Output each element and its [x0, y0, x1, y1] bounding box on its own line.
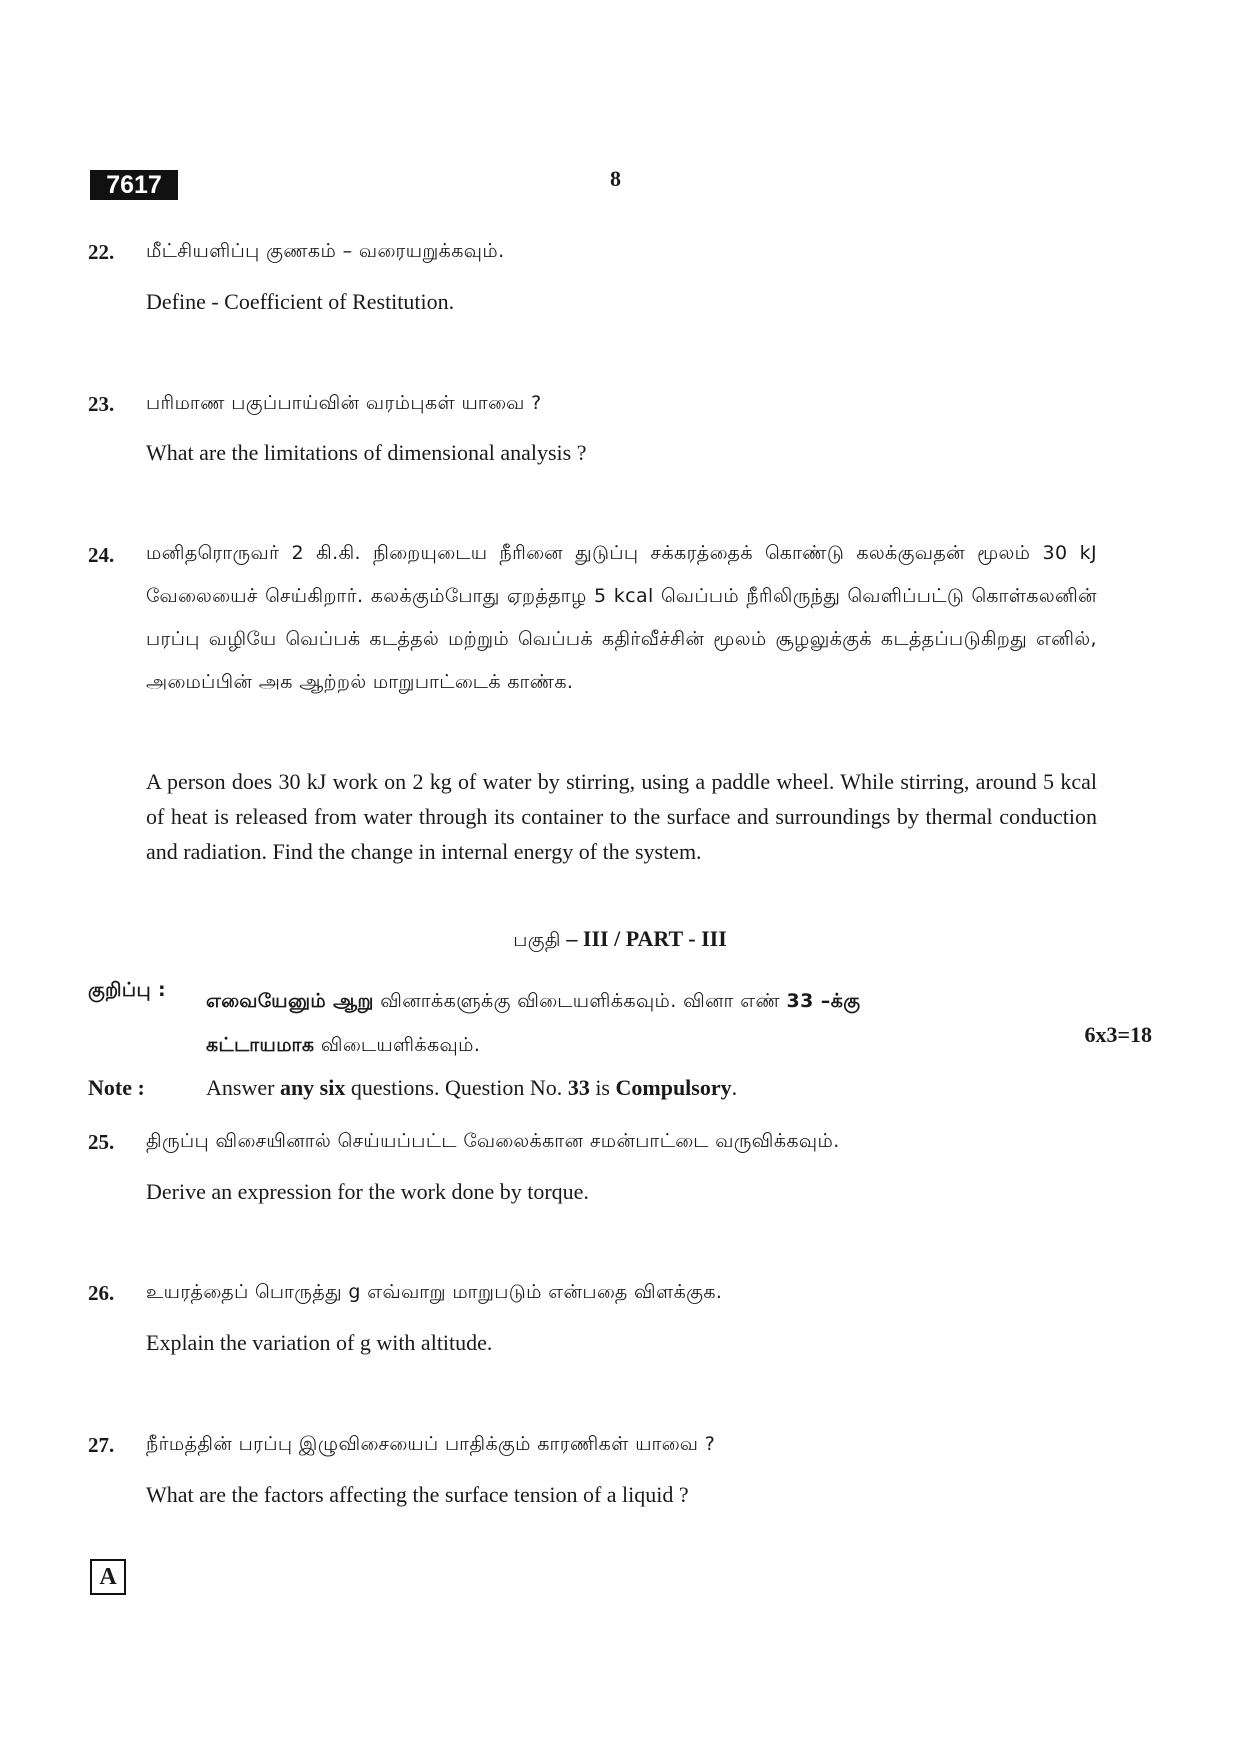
note-emphasis: 33 –க்கு: [786, 990, 861, 1012]
version-box: A: [90, 1559, 126, 1595]
question-text-tamil: திருப்பு விசையினால் செய்யப்பட்ட வேலைக்கான சமன்பாட்டை வருவிக்கவும்.: [146, 1130, 840, 1152]
question-number: 27.: [88, 1433, 115, 1457]
note-text: Answer: [206, 1075, 280, 1100]
note-emphasis: 33: [567, 1075, 590, 1100]
question-text-english: A person does 30 kJ work on 2 kg of water by stirring, using a paddle wheel. While stirring, around 5 kcal of heat is released from water through its container to the surface and surroundings by thermal conduction and radiation. Find the change in internal energy of the system.: [146, 769, 1097, 864]
question-number: 25.: [88, 1130, 115, 1154]
question-text-english: Define - Coefficient of Restitution.: [146, 289, 455, 314]
question-text-tamil: பரிமாண பகுப்பாய்வின் வரம்புகள் யாவை ?: [146, 392, 542, 414]
page-number: 8: [610, 166, 621, 191]
note-text-tamil: [206, 979, 1096, 1067]
marks-allocation: 6x3=18: [1084, 1022, 1152, 1047]
note-text: is: [589, 1075, 616, 1100]
question-text-english: What are the factors affecting the surface tension of a liquid ?: [146, 1482, 689, 1507]
note-label-tamil: குறிப்பு :: [88, 979, 167, 1001]
note-text-english: [206, 1075, 737, 1101]
question-text-tamil: மனிதரொருவர் 2 கி.கி. நிறையுடைய நீரினை துடுப்பு சக்கரத்தைக் கொண்டு கலக்குவதன் மூலம் 30 kJ வேலையைச் செய்கிறார். கலக்கும்போது ஏறத்தாழ 5 kcal வெப்பம் நீரிலிருந்து வெளிப்பட்டு கொள்கலனின் பரப்பு வழியே வெப்பக் கடத்தல் மற்றும் வெப்பக் கதிர்வீச்சின் மூலம் சூழலுக்குக் கடத்தப்படுகிறது எனில், அமைப்பின் அக ஆற்றல் மாறுபாட்டைக் காண்க.: [146, 542, 1097, 693]
question-text-tamil: உயரத்தைப் பொருத்து g எவ்வாறு மாறுபடும் என்பதை விளக்குக.: [146, 1281, 723, 1303]
paper-code: 7617: [90, 170, 178, 200]
question-number: 24.: [88, 543, 115, 567]
note-text: questions. Question No.: [345, 1075, 568, 1100]
question-text-english: Derive an expression for the work done by torque.: [146, 1179, 589, 1204]
note-label-english: Note :: [88, 1075, 145, 1100]
note-text: விடையளிக்கவும்.: [314, 1034, 481, 1056]
note-text: .: [731, 1075, 738, 1100]
question-text-english: Explain the variation of g with altitude.: [146, 1330, 493, 1355]
part-heading-english: III / PART - III: [582, 926, 727, 951]
part-heading-tamil: பகுதி: [513, 929, 561, 951]
note-emphasis: கட்டாயமாக: [206, 1034, 315, 1056]
note-emphasis: Compulsory: [615, 1075, 732, 1100]
note-emphasis: எவையேனும் ஆறு: [206, 990, 374, 1012]
part-heading: [0, 926, 1240, 954]
part-heading-separator: –: [560, 926, 583, 951]
question-text-english: What are the limitations of dimensional analysis ?: [146, 440, 587, 465]
note-text: வினாக்களுக்கு விடையளிக்கவும். வினா எண்: [373, 990, 787, 1012]
question-text-tamil: நீர்மத்தின் பரப்பு இழுவிசையைப் பாதிக்கும் காரணிகள் யாவை ?: [146, 1433, 716, 1455]
question-number: 23.: [88, 392, 115, 416]
question-number: 22.: [88, 240, 115, 264]
question-number: 26.: [88, 1281, 115, 1305]
question-text-tamil: மீட்சியளிப்பு குணகம் – வரையறுக்கவும்.: [146, 240, 505, 262]
note-emphasis: any six: [279, 1075, 346, 1100]
